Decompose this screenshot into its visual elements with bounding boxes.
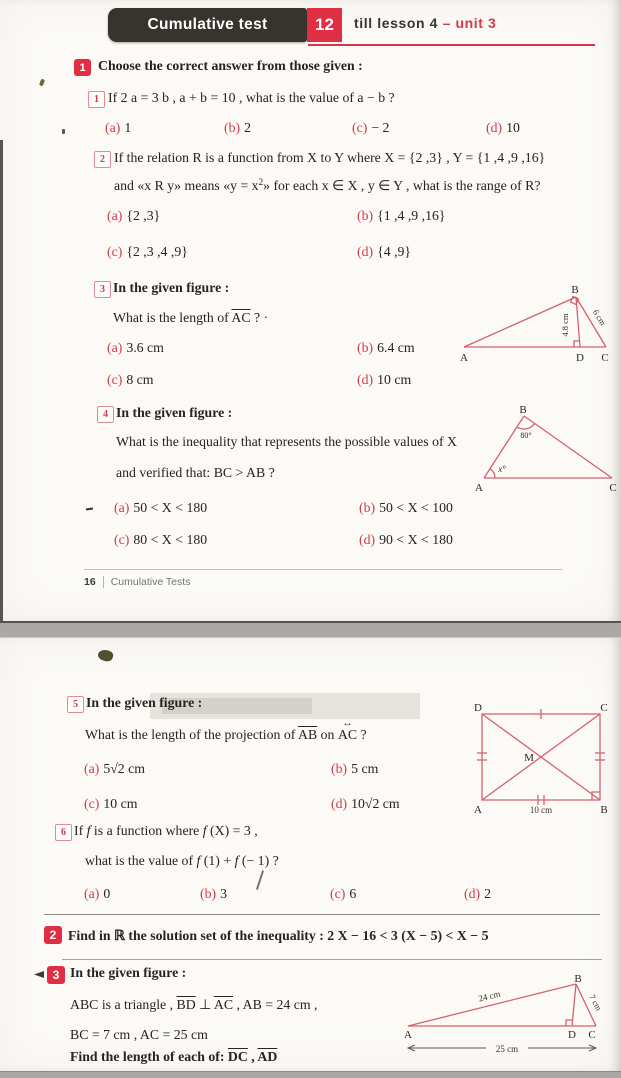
question-1-number: 1 xyxy=(79,61,86,74)
pen-dash xyxy=(86,508,93,511)
line2-post: » for each x ∈ X , y ∈ Y , what is the range of R? xyxy=(263,178,541,193)
option-c xyxy=(330,885,356,902)
option-c xyxy=(114,531,207,548)
question-2-badge xyxy=(44,926,62,944)
sub-question-6-badge xyxy=(55,824,72,841)
angle-label-B: 80° xyxy=(520,431,532,440)
option-b xyxy=(224,119,251,136)
angle-arc-B xyxy=(517,424,535,430)
sub-question-6-number: 6 xyxy=(61,827,66,838)
vertex-label-B: B xyxy=(519,404,527,416)
option-text: 2 xyxy=(244,120,251,135)
sub-question-2-line1: If the relation R is a function from X to Y where X = {2 ,3} , Y = {1 ,4 ,9 ,16} xyxy=(114,150,546,165)
option-text: 50 < X < 100 xyxy=(379,500,453,515)
option-letter: (a) xyxy=(114,500,130,515)
option-c xyxy=(107,371,154,388)
sub-question-3-text xyxy=(113,309,268,326)
seg: , xyxy=(247,1049,258,1064)
option-letter: (b) xyxy=(359,500,376,515)
f-symbol: f xyxy=(86,823,91,838)
length-BC: 7 cm xyxy=(587,992,604,1013)
angle-label-A: x° xyxy=(498,464,506,474)
sub-question-1-badge xyxy=(88,91,105,108)
option-text: 5 cm xyxy=(351,761,379,776)
length-BC: 6 cm xyxy=(590,307,609,328)
question-2-number: 2 xyxy=(49,928,57,942)
option-a xyxy=(84,885,110,902)
question-3-line1 xyxy=(70,996,317,1013)
option-letter: (c) xyxy=(330,886,346,901)
vertex-label-A: A xyxy=(474,804,482,816)
option-text: 80 < X < 180 xyxy=(133,532,208,547)
option-a xyxy=(105,119,131,136)
question-3-title: In the given figure : xyxy=(70,965,187,980)
option-letter: (c) xyxy=(114,532,130,547)
sub-question-5-number: 5 xyxy=(73,699,78,710)
question-3-line3 xyxy=(70,1048,277,1065)
option-letter: (a) xyxy=(84,761,100,776)
option-d xyxy=(331,795,400,812)
option-text: 90 < X < 180 xyxy=(379,532,453,547)
header-unit: unit 3 xyxy=(455,15,497,31)
triangle-figure-q3 xyxy=(458,283,620,369)
option-letter: (d) xyxy=(357,372,374,387)
edge-BD xyxy=(572,984,576,1026)
pen-speck xyxy=(62,129,65,134)
option-letter: (d) xyxy=(359,532,376,547)
header-test-number xyxy=(307,8,342,42)
sub-question-4-line2: and verified that: BC > AB ? xyxy=(116,465,275,480)
vertex-label-C: C xyxy=(609,482,617,494)
question-3-badge xyxy=(47,966,65,984)
option-d xyxy=(357,371,411,388)
option-b xyxy=(200,885,227,902)
perpendicular-symbol: ⊥ xyxy=(195,997,214,1012)
seg: (X) = 3 , xyxy=(206,823,258,838)
sub-question-4-number: 4 xyxy=(103,409,108,420)
option-text: 3.6 cm xyxy=(126,340,164,355)
option-text: {2 ,3} xyxy=(126,208,161,223)
header-dash: – xyxy=(442,15,451,31)
question-2-text: Find in ℝ the solution set of the inequality : 2 X − 16 < 3 (X − 5) < X − 5 xyxy=(68,928,489,943)
q-post: ? xyxy=(357,727,367,742)
option-a xyxy=(107,339,164,356)
option-d xyxy=(359,531,453,548)
footer-rule xyxy=(84,569,562,570)
option-a xyxy=(107,207,160,224)
option-c xyxy=(84,795,137,812)
length-AB: 24 cm xyxy=(477,988,502,1004)
triangle-figure-q3-main xyxy=(400,974,620,1064)
option-d xyxy=(464,885,491,902)
angle-arc-A xyxy=(490,469,495,478)
option-letter: (d) xyxy=(486,120,503,135)
f-symbol: f xyxy=(202,823,207,838)
option-text: − 2 xyxy=(371,120,390,135)
option-text: 10 cm xyxy=(103,796,138,811)
test-number: 12 xyxy=(315,15,334,34)
segment-AB: $\overline{AB}$ xyxy=(298,727,318,742)
option-letter: (a) xyxy=(105,120,121,135)
seg: (− 1) ? xyxy=(238,853,279,868)
length-AC: 25 cm xyxy=(495,1044,519,1054)
section-rule xyxy=(44,914,600,915)
q-pre: What is the length of the projection of xyxy=(85,727,299,742)
q-pre: What is the length of xyxy=(113,310,232,325)
option-d xyxy=(357,243,411,260)
square-figure-q5 xyxy=(458,700,618,818)
option-letter: (c) xyxy=(107,372,123,387)
header-title: Cumulative test xyxy=(147,16,268,33)
option-c xyxy=(352,119,389,136)
option-d xyxy=(486,119,520,136)
sub-question-3-title: In the given figure : xyxy=(113,280,230,295)
vertex-label-C: C xyxy=(588,1029,596,1041)
option-a xyxy=(84,760,145,777)
line2-pre: and «x R y» means «y = x xyxy=(114,178,259,193)
sub-question-5-title: In the given figure : xyxy=(86,695,203,710)
edge-BC xyxy=(524,416,612,478)
seg: Find the length of each of: xyxy=(70,1049,228,1064)
sub-question-2-line2 xyxy=(114,177,541,194)
option-letter: (c) xyxy=(107,244,123,259)
pen-slash xyxy=(256,870,264,889)
section-rule xyxy=(62,959,602,960)
vertex-label-B: B xyxy=(574,974,582,985)
footer-divider xyxy=(103,576,104,588)
right-angle-mark-D xyxy=(566,1020,572,1026)
center-label-M: M xyxy=(524,752,534,764)
seg: (1) + xyxy=(200,853,235,868)
option-letter: (b) xyxy=(331,761,348,776)
triangle-figure-q4 xyxy=(472,404,620,496)
sub-question-4-badge xyxy=(97,406,114,423)
segment-DC: $\overline{DC}$ xyxy=(227,1049,248,1064)
option-letter: (a) xyxy=(84,886,100,901)
question-3-number: 3 xyxy=(52,968,60,982)
option-text: 5√2 cm xyxy=(103,761,146,776)
footer-label: Cumulative Tests xyxy=(110,576,191,588)
footer-page-number: 16 xyxy=(84,576,96,588)
segment-AC: $\overline{AC}$ xyxy=(213,997,234,1012)
option-b xyxy=(357,207,446,224)
question-1-badge xyxy=(74,59,91,76)
vertex-label-D: D xyxy=(474,702,482,714)
q-post: ? · xyxy=(250,310,269,325)
option-b xyxy=(359,499,453,516)
option-letter: (d) xyxy=(357,244,374,259)
page-footer xyxy=(84,576,190,588)
vertex-label-C: C xyxy=(601,352,609,364)
header-underline xyxy=(308,44,595,46)
vertex-label-A: A xyxy=(404,1029,412,1041)
seg: ABC is a triangle , xyxy=(70,997,177,1012)
question-3-line2: BC = 7 cm , AC = 25 cm xyxy=(70,1027,208,1042)
sub-question-4-line1: What is the inequality that represents the possible values of X xyxy=(116,434,458,449)
option-b xyxy=(331,760,378,777)
seg: If xyxy=(74,823,87,838)
option-text: 50 < X < 180 xyxy=(133,500,208,515)
option-letter: (b) xyxy=(357,340,374,355)
q-mid: on xyxy=(317,727,338,742)
option-a xyxy=(114,499,207,516)
option-letter: (b) xyxy=(200,886,217,901)
ray-AC: ↔ AC xyxy=(338,727,357,742)
vertex-label-C: C xyxy=(600,702,608,714)
segment-AD: $\overline{AD}$ xyxy=(257,1049,278,1064)
vertex-label-D: D xyxy=(576,352,584,364)
option-text: 10√2 cm xyxy=(351,796,400,811)
option-letter: (c) xyxy=(352,120,368,135)
option-text: 6 xyxy=(349,886,357,901)
vertex-label-A: A xyxy=(475,482,483,494)
option-letter: (d) xyxy=(331,796,348,811)
f-symbol: f xyxy=(196,853,201,868)
sub-question-4-title: In the given figure : xyxy=(116,405,233,420)
option-letter: (b) xyxy=(224,120,241,135)
sub-question-1-number: 1 xyxy=(94,94,99,105)
vertex-label-B: B xyxy=(600,804,608,816)
sub-question-3-number: 3 xyxy=(100,284,105,295)
f-symbol: f xyxy=(234,853,239,868)
length-BD: 4.8 cm xyxy=(560,313,570,337)
header-subtitle xyxy=(354,15,496,31)
length-AB: 10 cm xyxy=(529,805,553,815)
sub-question-5-badge xyxy=(67,696,84,713)
ink-smudge xyxy=(97,648,114,663)
option-b xyxy=(357,339,415,356)
vertex-label-B: B xyxy=(571,284,579,296)
option-text: 0 xyxy=(103,886,111,901)
option-c xyxy=(107,243,188,260)
option-text: {2 ,3 ,4 ,9} xyxy=(126,244,188,259)
option-text: {1 ,4 ,9 ,16} xyxy=(377,208,446,223)
option-letter: (b) xyxy=(357,208,374,223)
sub-question-2-badge xyxy=(94,151,111,168)
option-text: 1 xyxy=(124,120,132,135)
right-angle-mark-B xyxy=(571,297,579,305)
sub-question-5-text xyxy=(85,726,367,743)
option-text: {4 ,9} xyxy=(377,244,412,259)
header-title-box xyxy=(108,8,307,42)
question-1-title: Choose the correct answer from those given : xyxy=(98,58,363,73)
exponent: 2 xyxy=(258,177,264,187)
option-letter: (c) xyxy=(84,796,100,811)
option-text: 10 cm xyxy=(377,372,412,387)
option-text: 8 cm xyxy=(126,372,154,387)
segment-BD: $\overline{BD}$ xyxy=(176,997,196,1012)
seg: is a function where xyxy=(90,823,203,838)
vertex-label-A: A xyxy=(460,352,468,364)
option-text: 6.4 cm xyxy=(377,340,415,355)
option-text: 10 xyxy=(506,120,520,135)
page-edge-shadow xyxy=(0,140,3,621)
vertex-label-D: D xyxy=(568,1029,576,1041)
sub-question-6-line1 xyxy=(74,822,258,839)
option-text: 2 xyxy=(484,886,491,901)
header-till: till lesson 4 xyxy=(354,15,439,31)
sub-question-3-badge xyxy=(94,281,111,298)
option-letter: (a) xyxy=(107,340,123,355)
page-2 xyxy=(0,637,621,1072)
sub-question-1-text: If 2 a = 3 b , a + b = 10 , what is the value of a − b ? xyxy=(108,90,395,105)
option-letter: (d) xyxy=(464,886,481,901)
seg: what is the value of xyxy=(85,853,197,868)
option-letter: (a) xyxy=(107,208,123,223)
sub-question-6-line2 xyxy=(85,852,279,869)
pen-arrow-mark xyxy=(34,971,44,978)
seg: , AB = 24 cm , xyxy=(233,997,318,1012)
sub-question-2-number: 2 xyxy=(100,154,105,165)
option-text: 3 xyxy=(220,886,227,901)
pen-speck xyxy=(39,79,45,87)
segment-AC: $\overline{AC}$ xyxy=(231,310,251,325)
